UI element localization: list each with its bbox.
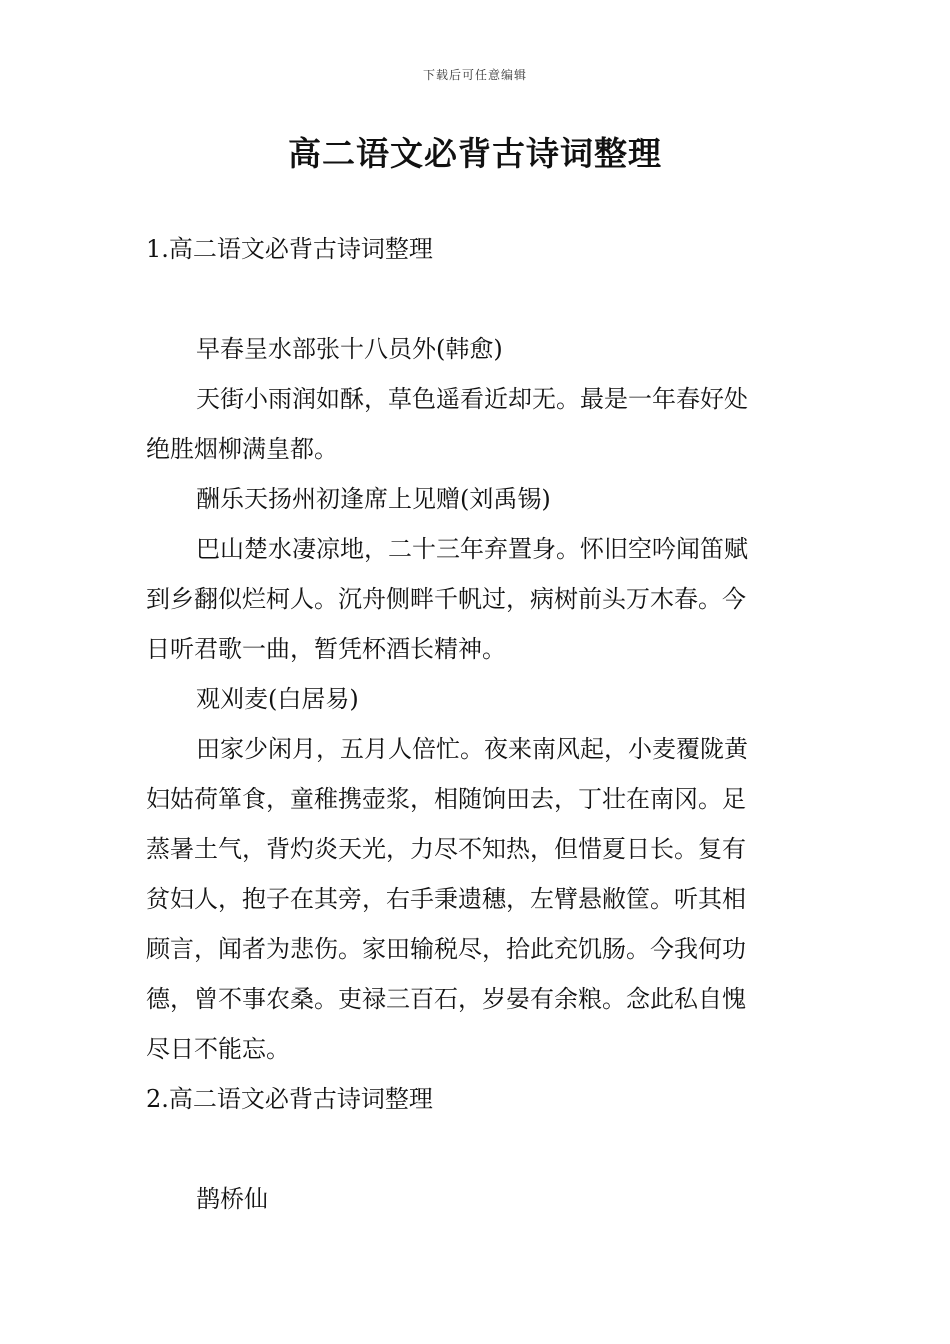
poem-line: 田家少闲月，五月人倍忙。夜来南风起，小麦覆陇黄 xyxy=(196,735,748,763)
poem-title: 观刈麦(白居易) xyxy=(196,685,359,713)
spacer xyxy=(146,1124,806,1174)
header-note: 下载后可任意编辑 xyxy=(422,68,527,82)
poem-line: 尽日不能忘。 xyxy=(146,1035,290,1063)
poem-line: 蒸暑土气，背灼炎天光，力尽不知热，但惜夏日长。复有 xyxy=(146,835,746,863)
poem-title: 早春呈水部张十八员外(韩愈) xyxy=(196,335,503,363)
spacer xyxy=(146,274,806,324)
poem-title: 酬乐天扬州初逢席上见赠(刘禹锡) xyxy=(196,485,551,513)
poem-line: 妇姑荷箪食，童稚携壶浆，相随饷田去，丁壮在南冈。足 xyxy=(146,785,746,813)
document-body xyxy=(146,224,806,1224)
poem-line: 绝胜烟柳满皇都。 xyxy=(146,435,338,463)
section-heading-1: 1.高二语文必背古诗词整理 xyxy=(146,235,433,263)
poem-line: 德，曾不事农桑。吏禄三百石，岁晏有余粮。念此私自愧 xyxy=(146,985,746,1013)
poem-line: 日听君歌一曲，暂凭杯酒长精神。 xyxy=(146,635,506,663)
poem-title: 鹊桥仙 xyxy=(196,1185,268,1213)
poem-line: 到乡翻似烂柯人。沉舟侧畔千帆过，病树前头万木春。今 xyxy=(146,585,746,613)
poem-line: 巴山楚水凄凉地，二十三年弃置身。怀旧空吟闻笛赋 xyxy=(196,535,748,563)
poem-line: 贫妇人，抱子在其旁，右手秉遗穗，左臂悬敝筐。听其相 xyxy=(146,885,746,913)
poem-line: 天街小雨润如酥，草色遥看近却无。最是一年春好处 xyxy=(196,385,748,413)
document-title: 高二语文必背古诗词整理 xyxy=(288,134,662,173)
poem-line: 顾言，闻者为悲伤。家田输税尽，拾此充饥肠。今我何功 xyxy=(146,935,746,963)
section-heading-2: 2.高二语文必背古诗词整理 xyxy=(146,1085,433,1113)
